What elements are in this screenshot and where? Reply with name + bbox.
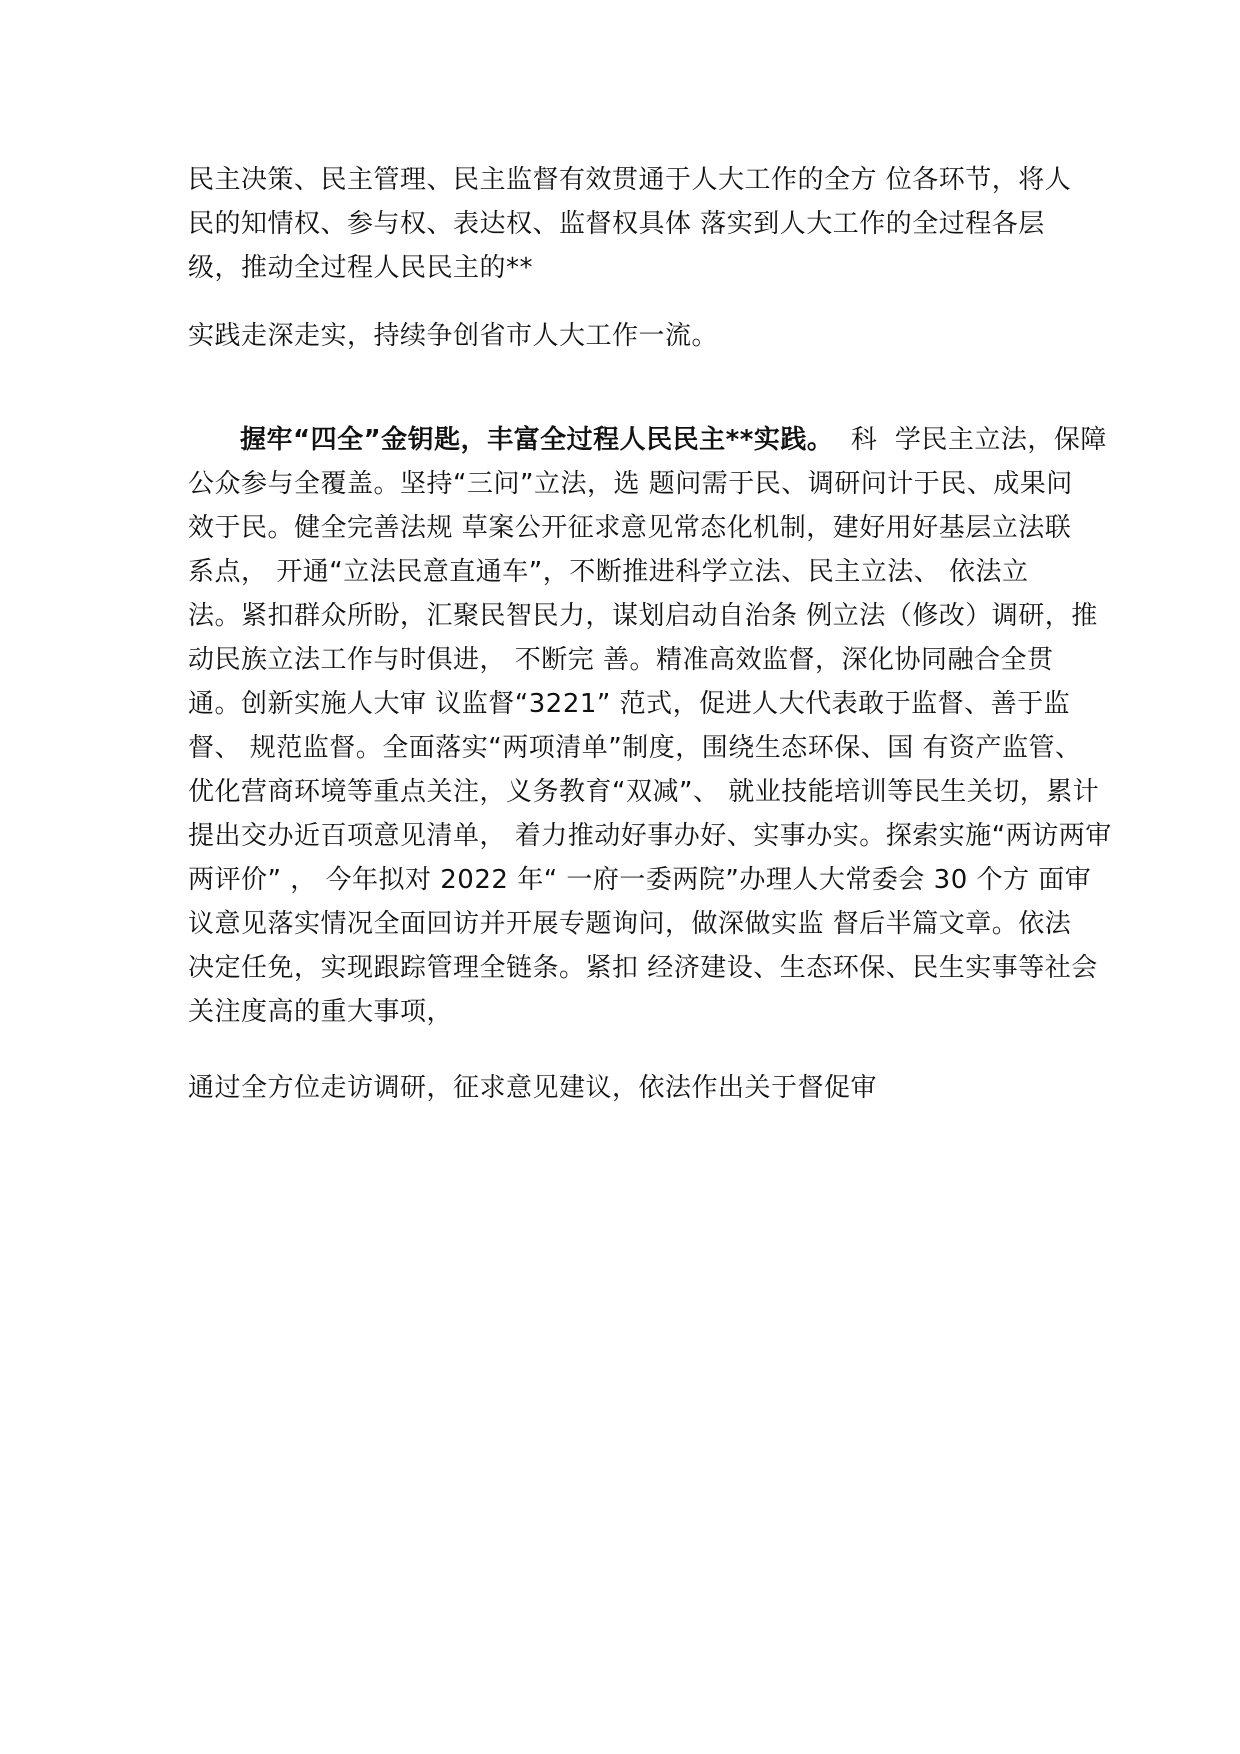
text-line: 通过全方位走访调研，征求意见建议，依法作出关于督促审: [188, 1073, 878, 1103]
text-line: 效于民。健全完善法规 草案公开征求意见常态化机制，建好用好基层立法联: [188, 513, 1072, 543]
text-line: 关注度高的重大事项，: [188, 997, 454, 1027]
text-line: 级，推动全过程人民民主的**: [188, 253, 534, 283]
text-line: 法。紧扣群众所盼，汇聚民智民力，谋划启动自治条 例立法（修改）调研，推: [188, 601, 1098, 631]
first-line-rest: 科 学民主立法，保障: [833, 425, 1107, 455]
first-text-line: [188, 418, 1107, 462]
text-line: 决定任免，实现跟踪管理全链条。紧扣 经济建设、生态环保、民生实事等社会: [188, 953, 1098, 983]
text-line: 两评价” ， 今年拟对 2022 年“ 一府一委两院”办理人大常委会 30 个方 面审: [188, 865, 1092, 895]
text-line: 通。创新实施人大审 议监督“3221” 范式，促进人大代表敢于监督、善于监: [188, 689, 1071, 719]
text-line: 实践走深走实，持续争创省市人大工作一流。: [188, 321, 719, 351]
paragraph-closing: [188, 314, 1056, 358]
text-line: 民主决策、民主管理、民主监督有效贯通于人大工作的全方 位各环节，将人: [188, 165, 1072, 195]
text-line: 优化营商环境等重点关注，义务教育“双减”、 就业技能培训等民生关切，累计: [188, 777, 1100, 807]
text-line: 公众参与全覆盖。坚持“三问”立法，选 题问需于民、调研问计于民、成果问: [188, 469, 1073, 499]
paragraph-heading: 握牢“四全”金钥匙，丰富全过程人民民主**实践。: [240, 425, 834, 455]
text-line: 系点， 开通“立法民意直通车”，不断推进科学立法、民主立法、 依法立: [188, 557, 1029, 587]
paragraph-main: [188, 418, 1112, 1034]
text-line: 动民族立法工作与时俱进， 不断完 善。精准高效监督，深化协同融合全贯: [188, 645, 1054, 675]
text-line: 民的知情权、参与权、表达权、监督权具体 落实到人大工作的全过程各层: [188, 209, 1045, 239]
paragraph-continuation: [188, 158, 1072, 290]
text-line: 议意见落实情况全面回访并开展专题询问，做深做实监 督后半篇文章。依法: [188, 909, 1072, 939]
text-line: 提出交办近百项意见清单， 着力推动好事办好、实事办实。探索实施“两访两审: [188, 821, 1112, 851]
text-line: 督、 规范监督。全面落实“两项清单”制度，围绕生态环保、国 有资产监管、: [188, 733, 1082, 763]
paragraph-trailing: [188, 1066, 1056, 1110]
